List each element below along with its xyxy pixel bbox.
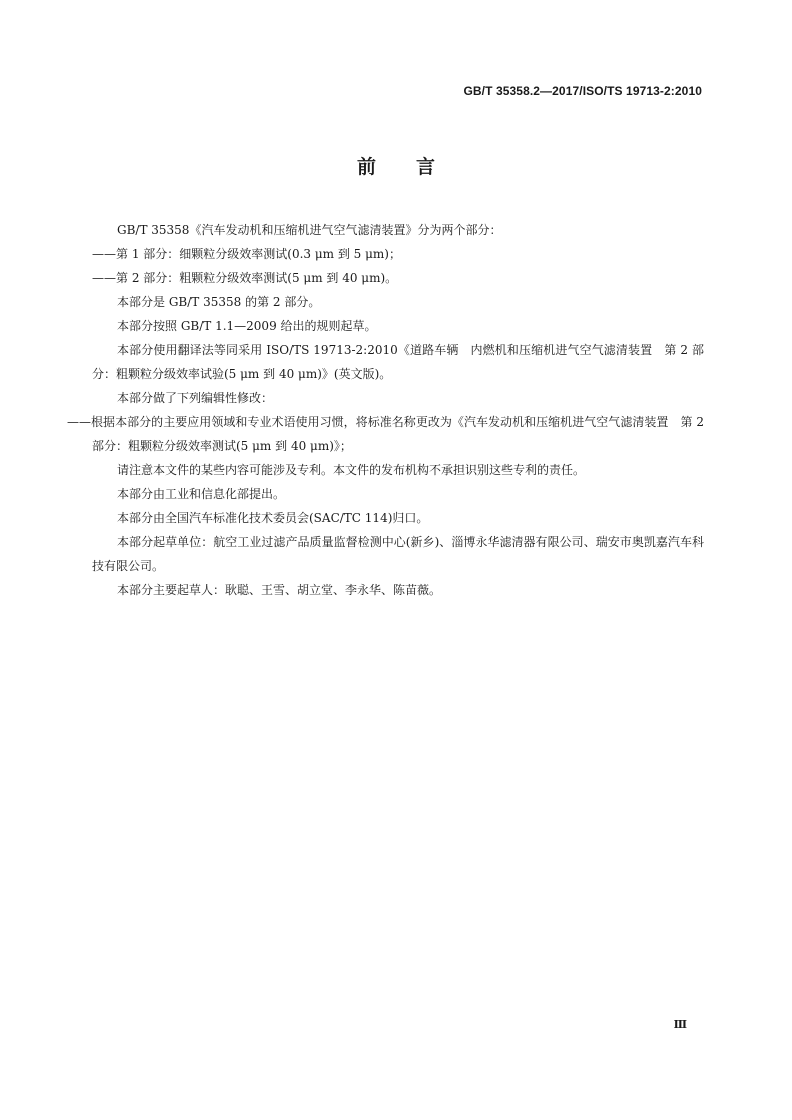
paragraph-committee: 本部分由全国汽车标准化技术委员会(SAC/TC 114)归口。	[117, 511, 429, 525]
paragraph-drafting-units: 本部分起草单位：航空工业过滤产品质量监督检测中心(新乡)、淄博永华滤清器有限公司、瑞安市奥凯嘉汽车科技有限公司。	[92, 535, 704, 573]
paragraph-intro: GB/T 35358《汽车发动机和压缩机进气空气滤清装置》分为两个部分：	[117, 223, 502, 237]
paragraph-edits-intro: 本部分做了下列编辑性修改：	[117, 391, 274, 405]
paragraph-proposer: 本部分由工业和信息化部提出。	[117, 487, 286, 501]
paragraph-drafting-rules: 本部分按照 GB/T 1.1—2009 给出的规则起草。	[117, 319, 377, 333]
list-item-edit: ——根据本部分的主要应用领域和专业术语使用习惯，将标准名称更改为《汽车发动机和压缩机进气空气滤清装置 第 2 部分：粗颗粒分级效率测试(5 μm 到 40 μm)》；	[67, 415, 704, 453]
list-item-part-1: ——第 1 部分：细颗粒分级效率测试(0.3 μm 到 5 μm)；	[92, 247, 401, 261]
list-item-part-2: ——第 2 部分：粗颗粒分级效率测试(5 μm 到 40 μm)。	[92, 271, 398, 285]
paragraph-part-statement: 本部分是 GB/T 35358 的第 2 部分。	[117, 295, 321, 309]
document-body	[67, 218, 704, 602]
page-number: Ⅲ	[673, 1018, 687, 1031]
paragraph-patent-notice: 请注意本文件的某些内容可能涉及专利。本文件的发布机构不承担识别这些专利的责任。	[117, 463, 586, 477]
paragraph-drafters: 本部分主要起草人：耿聪、王雪、胡立堂、李永华、陈苗薇。	[117, 583, 442, 597]
paragraph-adoption: 本部分使用翻译法等同采用 ISO/TS 19713-2:2010《道路车辆 内燃机和压缩机进气空气滤清装置 第 2 部分：粗颗粒分级效率试验(5 μm 到 40 μm)》(英文版)。	[92, 343, 704, 381]
page-title: 前言	[356, 156, 475, 178]
standard-code-header: GB/T 35358.2—2017/ISO/TS 19713-2:2010	[463, 84, 702, 98]
